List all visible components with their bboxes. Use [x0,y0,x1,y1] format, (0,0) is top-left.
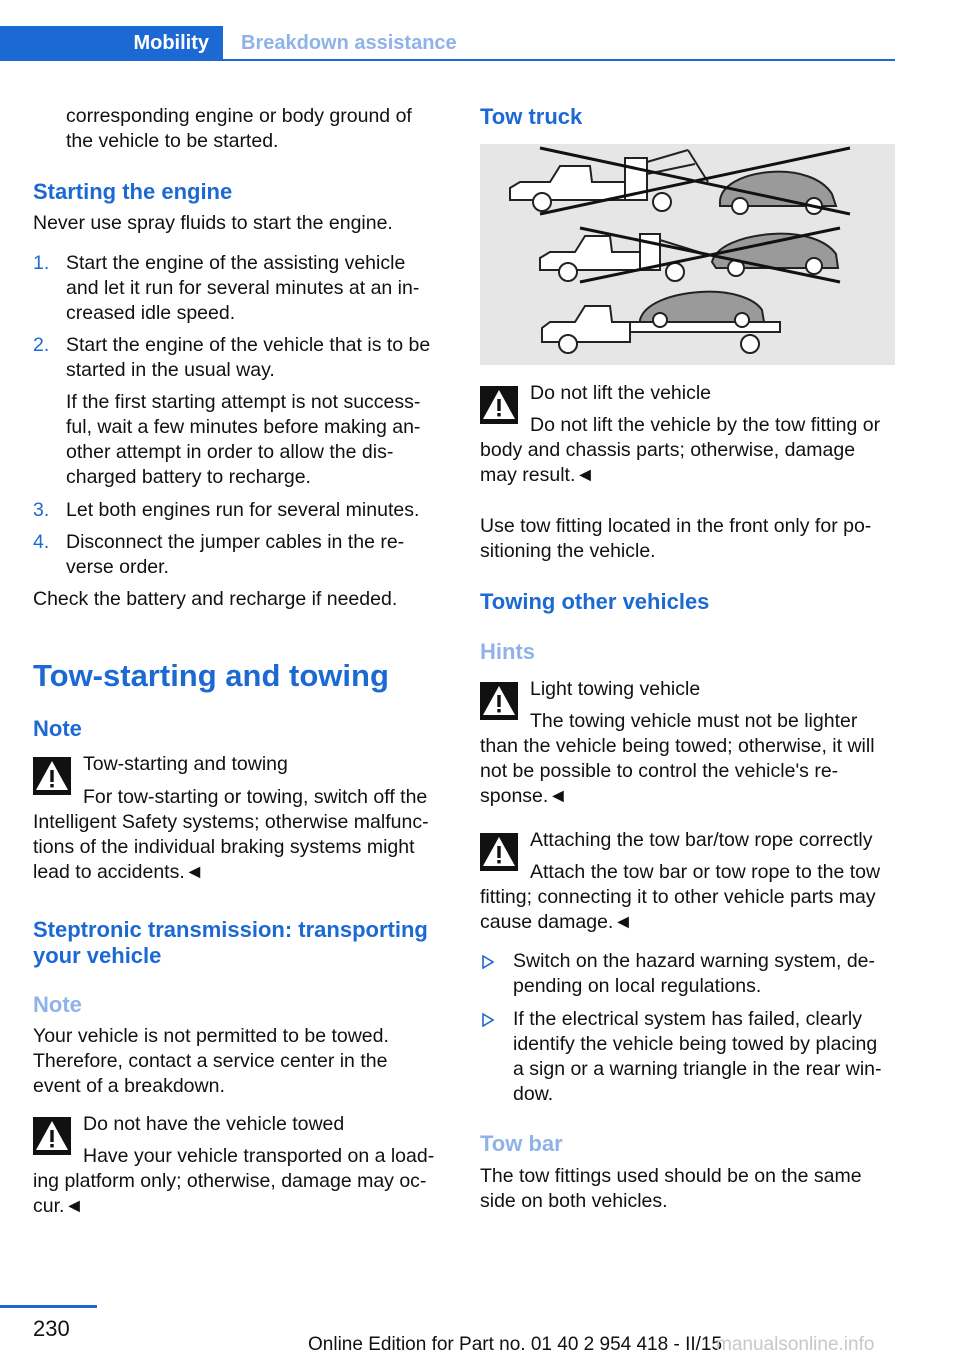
bullet-2-line-2: identify the vehicle being towed by placing [513,1033,878,1055]
bullet-2-line-3: a sign or a warning triangle in the rear win- [513,1058,882,1080]
step-2-note-line-1: If the first starting attempt is not success- [66,391,421,413]
starting-engine-intro: Never use spray fluids to start the engine. [33,212,393,234]
warning-5-line-2: fitting; connecting it to other vehicle parts may [480,886,876,908]
step-2-line-2: started in the usual way. [66,359,275,381]
warning-4-line-2: than the vehicle being towed; otherwise, it will [480,735,875,757]
warning-1-line-4: lead to accidents.◄ [33,861,205,883]
note-heading: Note [33,716,82,741]
tow-bar-line-2: side on both vehicles. [480,1190,668,1212]
section-title: Breakdown assistance [241,32,457,54]
starting-engine-heading: Starting the engine [33,179,233,204]
warning-2-title: Do not have the vehicle towed [83,1113,345,1135]
warning-triangle-icon [33,757,71,795]
note-2-line-2: Therefore, contact a service center in the [33,1050,388,1072]
step-2-note-line-2: ful, wait a few minutes before making an- [66,416,421,438]
warning-2-line-2: ing platform only; otherwise, damage may oc- [33,1170,427,1192]
step-4-line-2: verse order. [66,556,169,578]
warning-4-line-4: sponse.◄ [480,785,568,807]
warning-4-title: Light towing vehicle [530,678,701,700]
note-2-line-3: event of a breakdown. [33,1075,225,1097]
edition-text: Online Edition for Part no. 01 40 2 954 418 - II/15 [308,1334,723,1355]
warning-triangle-icon [480,386,518,424]
triangle-bullet-icon [482,955,494,969]
tow-truck-heading: Tow truck [480,104,583,129]
warning-3-line-3: may result.◄ [480,464,595,486]
tow-starting-heading: Tow-starting and towing [33,658,389,693]
bullet-2-line-4: dow. [513,1083,554,1105]
steptronic-heading-line-1: Steptronic transmission: transporting [33,917,428,942]
warning-5-line-1: Attach the tow bar or tow rope to the tow [530,861,881,883]
step-1-line-3: creased idle speed. [66,302,236,324]
step-2-note-line-4: charged battery to recharge. [66,466,311,488]
step-2-note-line-3: other attempt in order to allow the dis- [66,441,394,463]
tow-fitting-line-1: Use tow fitting located in the front only for po- [480,515,872,537]
header-rule [223,59,895,61]
warning-5-title: Attaching the tow bar/tow rope correctly [530,829,873,851]
step-2-line-1: Start the engine of the vehicle that is to be [66,334,431,356]
warning-3-title: Do not lift the vehicle [530,382,712,404]
warning-1-title: Tow-starting and towing [83,753,288,775]
page-header [0,26,895,61]
bullet-1-line-1: Switch on the hazard warning system, de- [513,950,876,972]
continued-text-1: corresponding engine or body ground of [66,105,412,127]
step-1-line-1: Start the engine of the assisting vehicle [66,252,406,274]
towing-other-heading: Towing other vehicles [480,589,710,614]
warning-4-line-1: The towing vehicle must not be lighter [530,710,858,732]
step-1-line-2: and let it run for several minutes at an in- [66,277,420,299]
note-2-heading: Note [33,992,82,1017]
check-battery-text: Check the battery and recharge if needed. [33,588,398,610]
bullet-1-line-2: pending on local regulations. [513,975,762,997]
steptronic-heading-line-2: your vehicle [33,943,162,968]
watermark: manualsonline.info [716,1334,875,1355]
warning-1-line-2: Intelligent Safety systems; otherwise malfunc- [33,811,429,833]
warning-3-line-1: Do not lift the vehicle by the tow fitting or [530,414,881,436]
step-4-line-1: Disconnect the jumper cables in the re- [66,531,405,553]
warning-triangle-icon [480,833,518,871]
tow-bar-heading: Tow bar [480,1131,563,1156]
warning-2-line-1: Have your vehicle transported on a load- [83,1145,435,1167]
warning-3-line-2: body and chassis parts; otherwise, damage [480,439,856,461]
continued-text-2: the vehicle to be started. [66,130,279,152]
tow-truck-illustration [480,144,895,365]
tow-fitting-line-2: sitioning the vehicle. [480,540,656,562]
step-number: 3. [33,499,50,521]
bullet-2-line-1: If the electrical system has failed, clearly [513,1008,862,1030]
warning-1-line-3: tions of the individual braking systems might [33,836,415,858]
warning-triangle-icon [33,1117,71,1155]
tow-bar-line-1: The tow fittings used should be on the same [480,1165,862,1187]
footer-rule [0,1305,97,1308]
hints-heading: Hints [480,639,535,664]
warning-5-line-3: cause damage.◄ [480,911,633,933]
page-number: 230 [33,1316,70,1341]
step-3-line-1: Let both engines run for several minutes. [66,499,420,521]
warning-1-line-1: For tow-starting or towing, switch off the [83,786,428,808]
warning-4-line-3: not be possible to control the vehicle's re- [480,760,839,782]
warning-2-line-3: cur.◄ [33,1195,84,1217]
step-number: 1. [33,252,50,274]
step-number: 2. [33,334,50,356]
note-2-line-1: Your vehicle is not permitted to be towed. [33,1025,389,1047]
warning-triangle-icon [480,682,518,720]
triangle-bullet-icon [482,1013,494,1027]
step-number: 4. [33,531,50,553]
chapter-tab: Mobility [0,26,223,61]
